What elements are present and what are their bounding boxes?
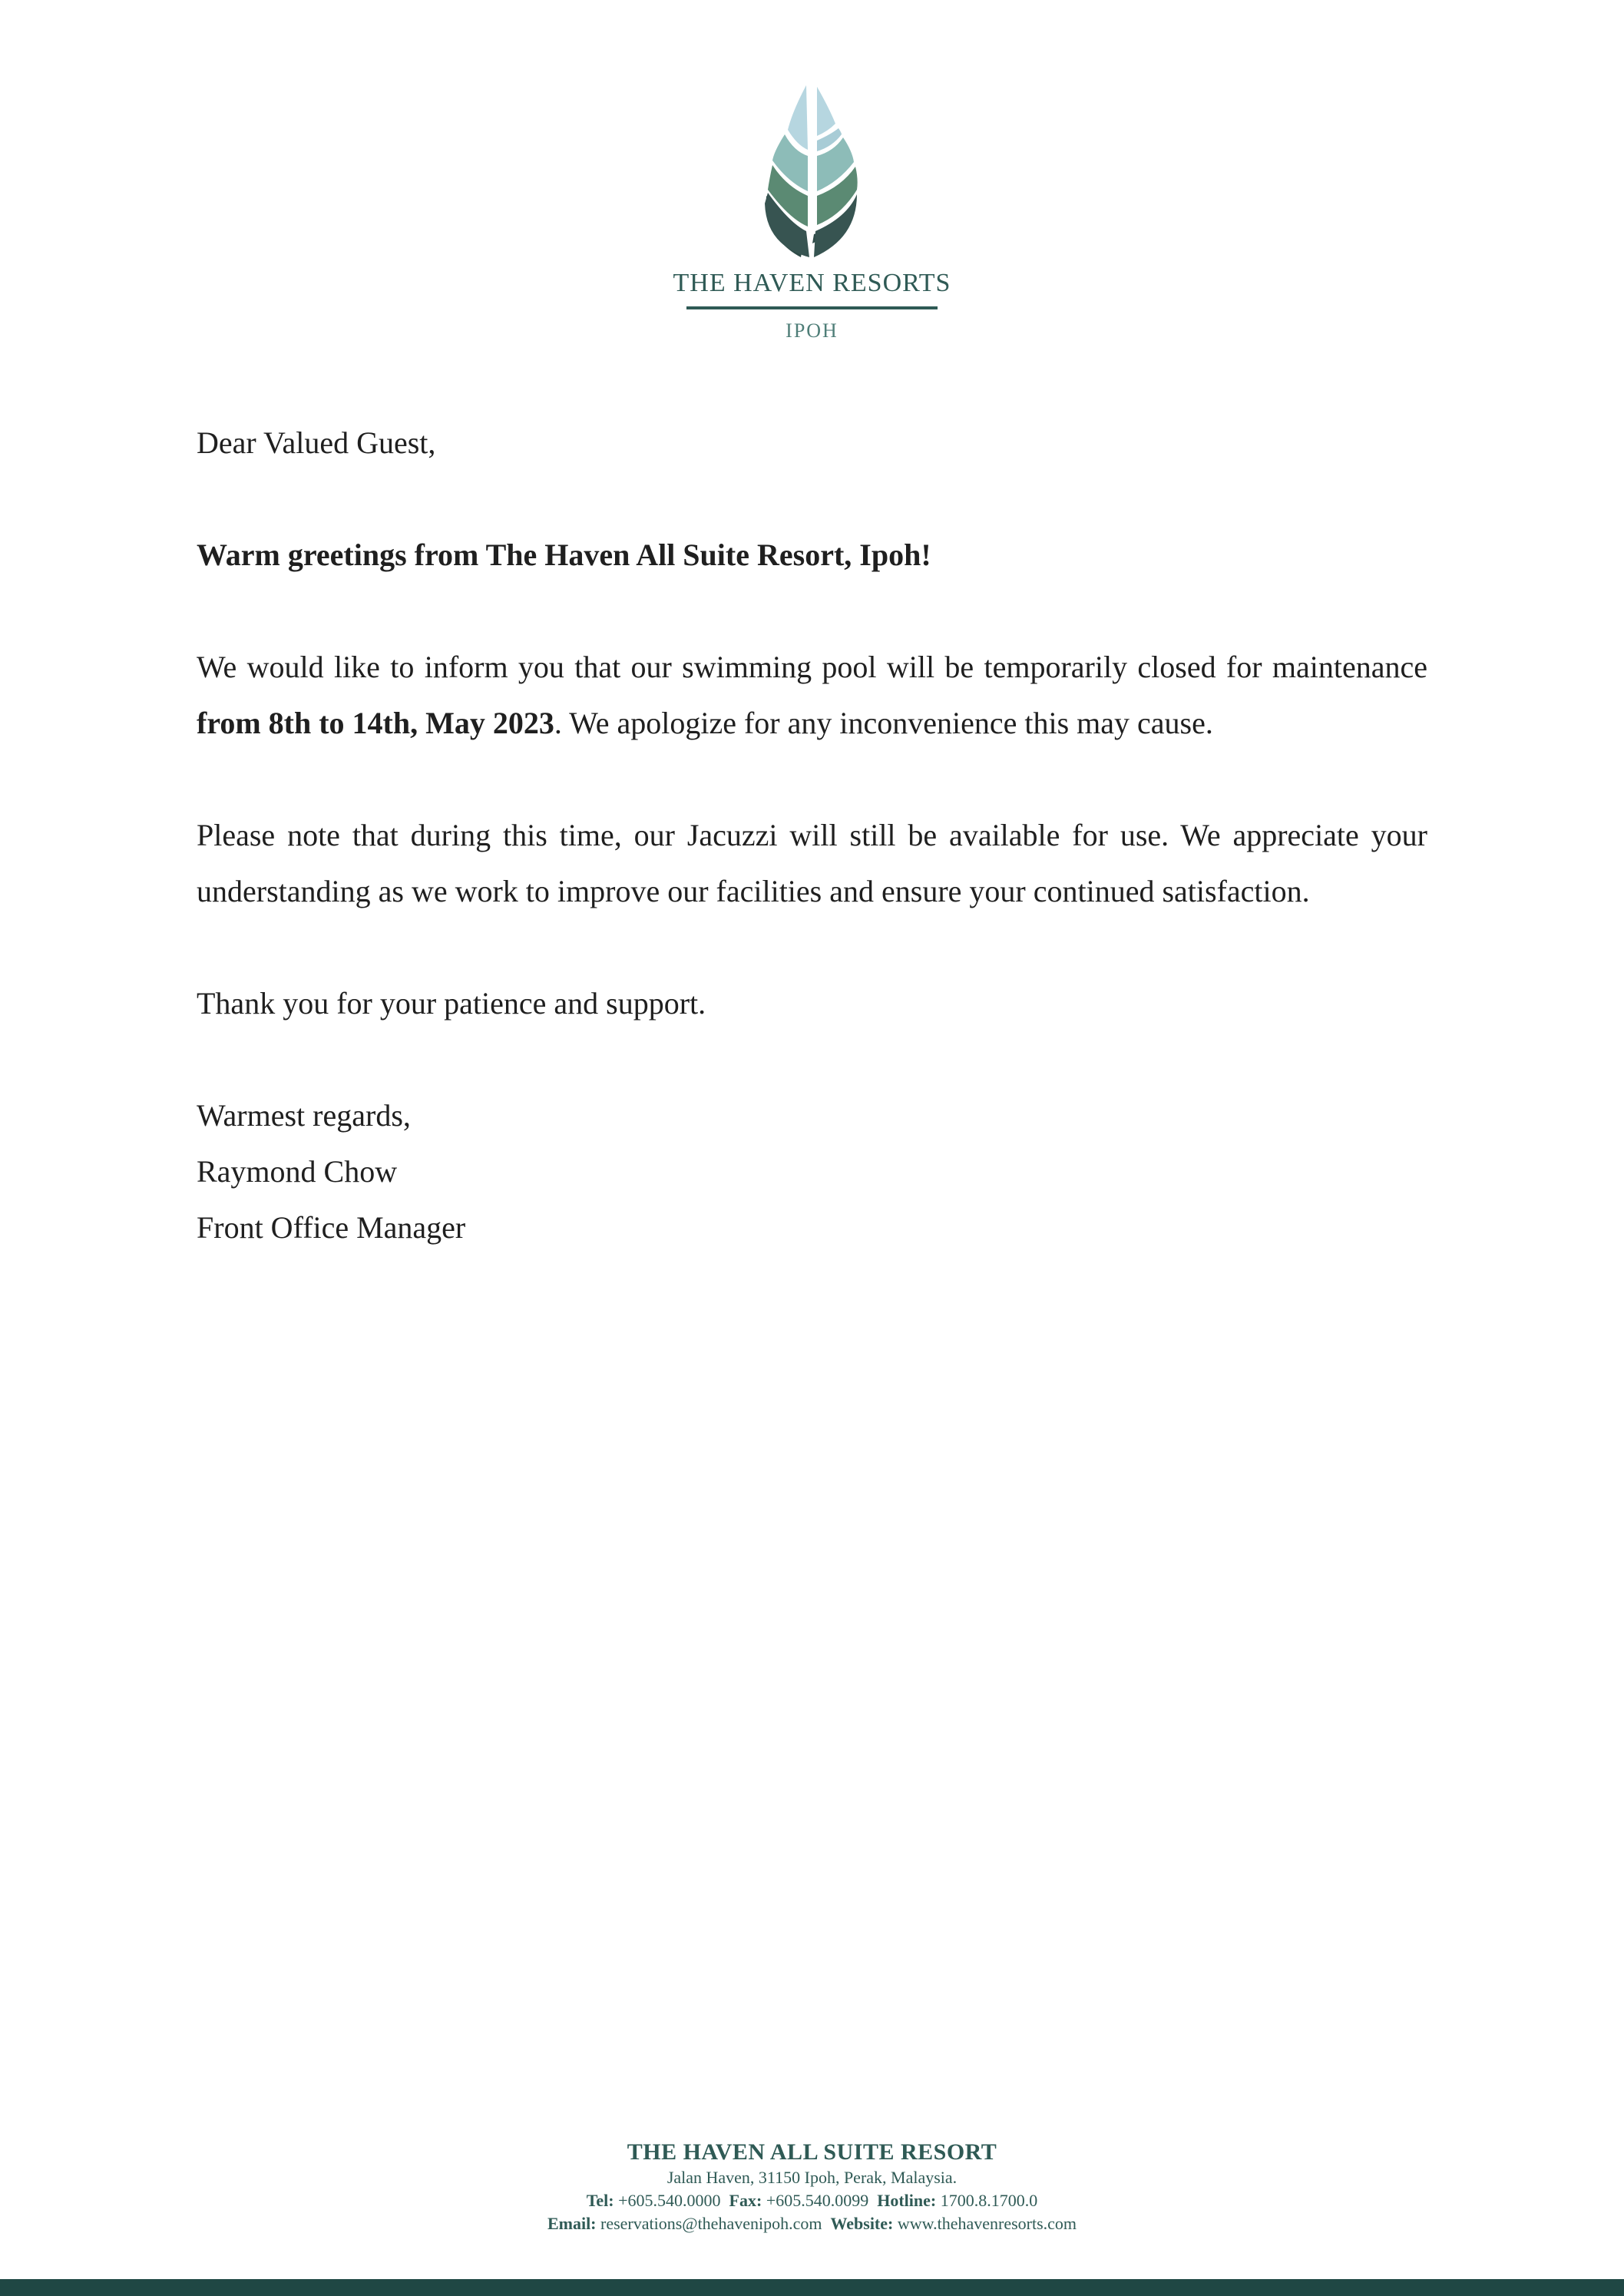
signer-title: Front Office Manager	[197, 1210, 466, 1245]
closure-text-start: We would like to inform you that our swimming pool will be temporarily closed for maintenance	[197, 650, 1427, 684]
salutation: Dear Valued Guest,	[197, 425, 436, 460]
tel-label: Tel:	[586, 2191, 614, 2210]
brand-city: IPOH	[786, 319, 838, 342]
closure-dates: from 8th to 14th, May 2023	[197, 706, 554, 740]
closure-paragraph	[197, 639, 1427, 751]
brand-divider	[686, 306, 938, 309]
closing: Warmest regards,	[197, 1098, 411, 1133]
thanks-line: Thank you for your patience and support.	[197, 986, 706, 1021]
footer-address: Jalan Haven, 31150 Ipoh, Perak, Malaysia.	[666, 2168, 958, 2187]
logo	[0, 81, 1624, 261]
website-link[interactable]: www.thehavenresorts.com	[897, 2214, 1077, 2233]
footer-web-line	[0, 2212, 1624, 2235]
leaf-logo-icon	[759, 81, 866, 261]
jacuzzi-paragraph: Please note that during this time, our Jacuzzi will still be available for use. We appreciate your understanding as we work to improve our facilities and ensure your continued satisfaction.	[197, 818, 1427, 908]
footer-contact-line	[0, 2189, 1624, 2212]
hotline-label: Hotline:	[877, 2191, 937, 2210]
email-label: Email:	[547, 2214, 597, 2233]
signer-name: Raymond Chow	[197, 1154, 398, 1189]
tel-value[interactable]: +605.540.0000	[618, 2191, 721, 2210]
hotline-value[interactable]: 1700.8.1700.0	[940, 2191, 1038, 2210]
footer-bar	[0, 2279, 1624, 2296]
footer	[0, 2139, 1624, 2235]
fax-value: +605.540.0099	[766, 2191, 869, 2210]
closure-text-end: . We apologize for any inconvenience this may cause.	[554, 706, 1213, 740]
fax-label: Fax:	[729, 2191, 762, 2210]
website-label: Website:	[830, 2214, 894, 2233]
email-link[interactable]: reservations@thehavenipoh.com	[600, 2214, 822, 2233]
footer-title: THE HAVEN ALL SUITE RESORT	[627, 2139, 997, 2165]
letter-body	[197, 415, 1427, 1256]
brand-name: THE HAVEN RESORTS	[673, 269, 951, 297]
greeting: Warm greetings from The Haven All Suite Resort, Ipoh!	[197, 538, 931, 572]
